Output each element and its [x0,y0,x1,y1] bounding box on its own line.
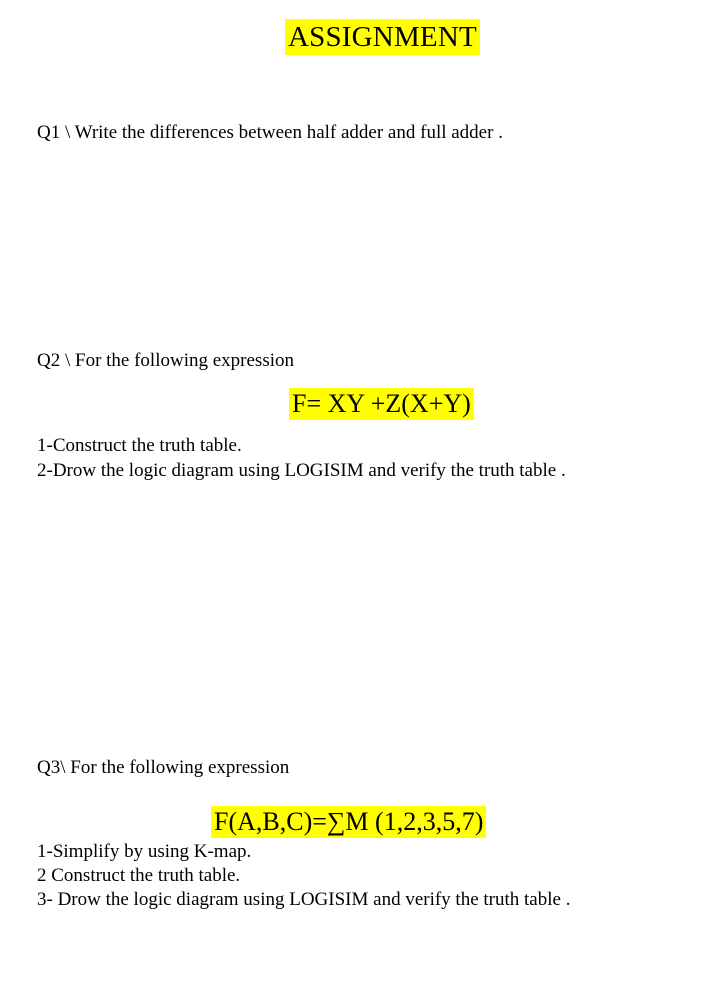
question-3-item-3: 3- Drow the logic diagram using LOGISIM and verify the truth table . [37,889,571,910]
question-2-formula: F= XY +Z(X+Y) [289,388,474,420]
question-3-item-2: 2 Construct the truth table. [37,865,241,886]
page-title: ASSIGNMENT [285,19,480,55]
question-2-item-1: 1-Construct the truth table. [37,435,242,456]
question-2-item-2: 2-Drow the logic diagram using LOGISIM and verify the truth table . [37,460,566,481]
question-3-item-1: 1-Simplify by using K-map. [37,841,252,862]
question-3: Q3\ For the following expression [37,757,290,778]
question-3-formula: F(A,B,C)=∑M (1,2,3,5,7) [211,806,486,838]
question-1: Q1 \ Write the differences between half adder and full adder . [37,122,503,143]
question-2: Q2 \ For the following expression [37,350,295,371]
